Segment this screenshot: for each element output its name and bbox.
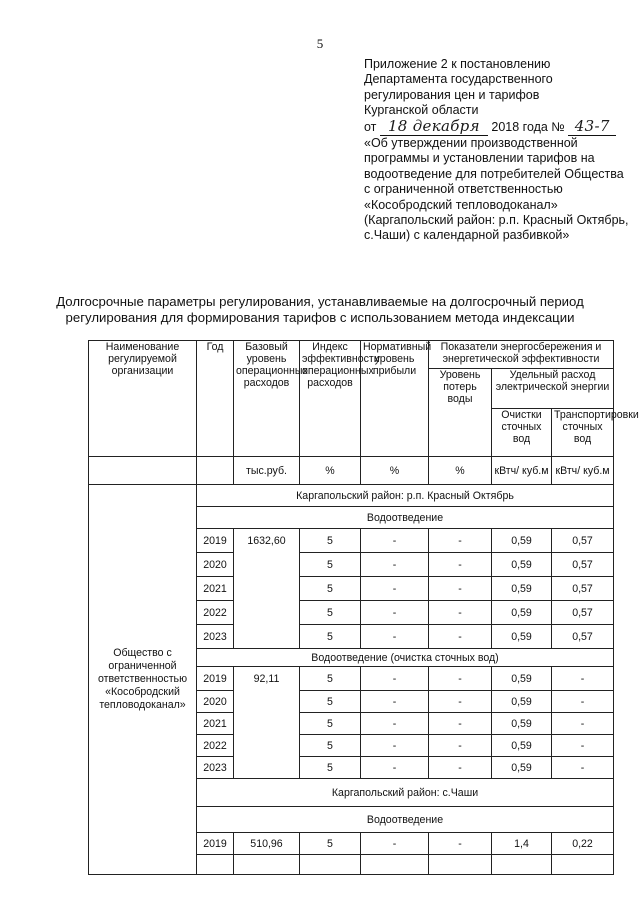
- year-cell: 2021: [197, 713, 234, 735]
- unit-loss: %: [429, 457, 492, 485]
- cleaning-cell: 0,59: [492, 735, 552, 757]
- parameters-table: [88, 340, 639, 875]
- index-cell: 5: [300, 833, 361, 855]
- loss-cell: -: [429, 757, 492, 779]
- profit-cell: -: [361, 577, 429, 601]
- profit-cell: -: [361, 601, 429, 625]
- section-vodootvedenie-1: Водоотведение: [197, 507, 614, 529]
- loss-cell: -: [429, 625, 492, 649]
- loss-cell: -: [429, 713, 492, 735]
- transport-cell: 0,57: [552, 577, 614, 601]
- profit-cell: -: [361, 735, 429, 757]
- index-cell: 5: [300, 553, 361, 577]
- index-cell: 5: [300, 667, 361, 691]
- loss-cell: -: [429, 601, 492, 625]
- year-label: 2018 года №: [491, 119, 565, 134]
- transport-cell: 0,57: [552, 553, 614, 577]
- index-cell: 5: [300, 601, 361, 625]
- profit-cell: -: [361, 757, 429, 779]
- index-cell: 5: [300, 691, 361, 713]
- transport-cell: 0,57: [552, 601, 614, 625]
- base-cell: [234, 855, 300, 875]
- transport-cell: [552, 855, 614, 875]
- appendix-block: [364, 57, 632, 244]
- transport-cell: 0,57: [552, 625, 614, 649]
- transport-cell: -: [552, 735, 614, 757]
- appendix-line-3: регулирования цен и тарифов: [364, 87, 540, 102]
- header-index: Индекс эффективности операционных расходов: [300, 341, 361, 457]
- handwritten-date: 18 декабря: [387, 116, 480, 135]
- appendix-subject: «Об утверждении производственной программы и установлении тарифов на водоотведение для потребителей Общества с ограниченной ответственностью «Кособродский тепловодоканал» (Каргапольский район: р.п. Красный Октябрь, с.Чаши) с календарной разбивкой»: [364, 136, 629, 243]
- header-profit: Нормативный уровень прибыли: [361, 341, 429, 457]
- profit-cell: -: [361, 833, 429, 855]
- locality-krasny-oktyabr: Каргапольский район: р.п. Красный Октябрь: [197, 485, 614, 507]
- transport-cell: -: [552, 713, 614, 735]
- cleaning-cell: 0,59: [492, 713, 552, 735]
- year-cell: 2023: [197, 757, 234, 779]
- profit-cell: -: [361, 553, 429, 577]
- year-cell: 2019: [197, 667, 234, 691]
- from-label: от: [364, 119, 377, 134]
- year-cell: 2020: [197, 691, 234, 713]
- header-base: Базовый уровень операционных расходов: [234, 341, 300, 457]
- header-cleaning: Очистки сточных вод: [492, 409, 552, 457]
- appendix-line-1: Приложение 2 к постановлению: [364, 57, 551, 71]
- cleaning-cell: 1,4: [492, 833, 552, 855]
- section-vodootvedenie-2: Водоотведение: [197, 807, 614, 833]
- document-title: [40, 294, 600, 326]
- header-transport: Транспортировки сточных вод: [552, 409, 614, 457]
- title-line-2: регулирования для формирования тарифов с использованием метода индексации: [65, 310, 575, 325]
- unit-cleaning: кВтч/ куб.м: [492, 457, 552, 485]
- profit-cell: -: [361, 625, 429, 649]
- year-cell: 2023: [197, 625, 234, 649]
- cleaning-cell: 0,59: [492, 757, 552, 779]
- year-cell: 2020: [197, 553, 234, 577]
- profit-cell: [361, 855, 429, 875]
- unit-org-empty: [89, 457, 197, 485]
- year-cell: 2019: [197, 833, 234, 855]
- index-cell: 5: [300, 735, 361, 757]
- header-electric: Удельный расход электрической энергии: [492, 369, 614, 409]
- cleaning-cell: [492, 855, 552, 875]
- unit-index: %: [300, 457, 361, 485]
- handwritten-number: 43-7: [574, 116, 610, 135]
- cleaning-cell: 0,59: [492, 553, 552, 577]
- header-loss: Уровень потерь воды: [429, 369, 492, 457]
- base-cell: 1632,60: [234, 529, 300, 649]
- transport-cell: 0,22: [552, 833, 614, 855]
- cleaning-cell: 0,59: [492, 625, 552, 649]
- profit-cell: -: [361, 529, 429, 553]
- transport-cell: -: [552, 667, 614, 691]
- loss-cell: -: [429, 833, 492, 855]
- transport-cell: 0,57: [552, 529, 614, 553]
- transport-cell: -: [552, 691, 614, 713]
- index-cell: 5: [300, 757, 361, 779]
- header-org: Наименование регулируемой организации: [89, 341, 197, 457]
- loss-cell: -: [429, 691, 492, 713]
- index-cell: 5: [300, 577, 361, 601]
- cleaning-cell: 0,59: [492, 577, 552, 601]
- year-cell: 2022: [197, 735, 234, 757]
- index-cell: 5: [300, 529, 361, 553]
- index-cell: 5: [300, 713, 361, 735]
- base-cell: 510,96: [234, 833, 300, 855]
- profit-cell: -: [361, 667, 429, 691]
- cleaning-cell: 0,59: [492, 691, 552, 713]
- loss-cell: -: [429, 667, 492, 691]
- loss-cell: -: [429, 577, 492, 601]
- appendix-line-2: Департамента государственного: [364, 72, 553, 87]
- profit-cell: -: [361, 713, 429, 735]
- loss-cell: [429, 855, 492, 875]
- profit-cell: -: [361, 691, 429, 713]
- title-line-1: Долгосрочные параметры регулирования, устанавливаемые на долгосрочный период: [56, 294, 584, 309]
- section-ochistka: Водоотведение (очистка сточных вод): [197, 649, 614, 667]
- unit-base: тыс.руб.: [234, 457, 300, 485]
- appendix-date-line: [364, 116, 632, 136]
- cleaning-cell: 0,59: [492, 529, 552, 553]
- year-cell: [197, 855, 234, 875]
- cleaning-cell: 0,59: [492, 667, 552, 691]
- unit-profit: %: [361, 457, 429, 485]
- year-cell: 2019: [197, 529, 234, 553]
- cleaning-cell: 0,59: [492, 601, 552, 625]
- base-cell: 92,11: [234, 667, 300, 779]
- unit-year-empty: [197, 457, 234, 485]
- parameters-table-wrapper: [88, 340, 639, 850]
- locality-chashi: Каргапольский район: с.Чаши: [197, 779, 614, 807]
- year-cell: 2021: [197, 577, 234, 601]
- header-year: Год: [197, 341, 234, 457]
- loss-cell: -: [429, 529, 492, 553]
- index-cell: [300, 855, 361, 875]
- appendix-line-4: Курганской области: [364, 103, 479, 118]
- header-energy: Показатели энергосбережения и энергетической эффективности: [429, 341, 614, 369]
- transport-cell: -: [552, 757, 614, 779]
- page-number: 5: [316, 36, 324, 51]
- organization-name: Общество с ограниченной ответственностью «Кособродский тепловодоканал»: [89, 485, 197, 875]
- unit-transport: кВтч/ куб.м: [552, 457, 614, 485]
- index-cell: 5: [300, 625, 361, 649]
- loss-cell: -: [429, 553, 492, 577]
- year-cell: 2022: [197, 601, 234, 625]
- loss-cell: -: [429, 735, 492, 757]
